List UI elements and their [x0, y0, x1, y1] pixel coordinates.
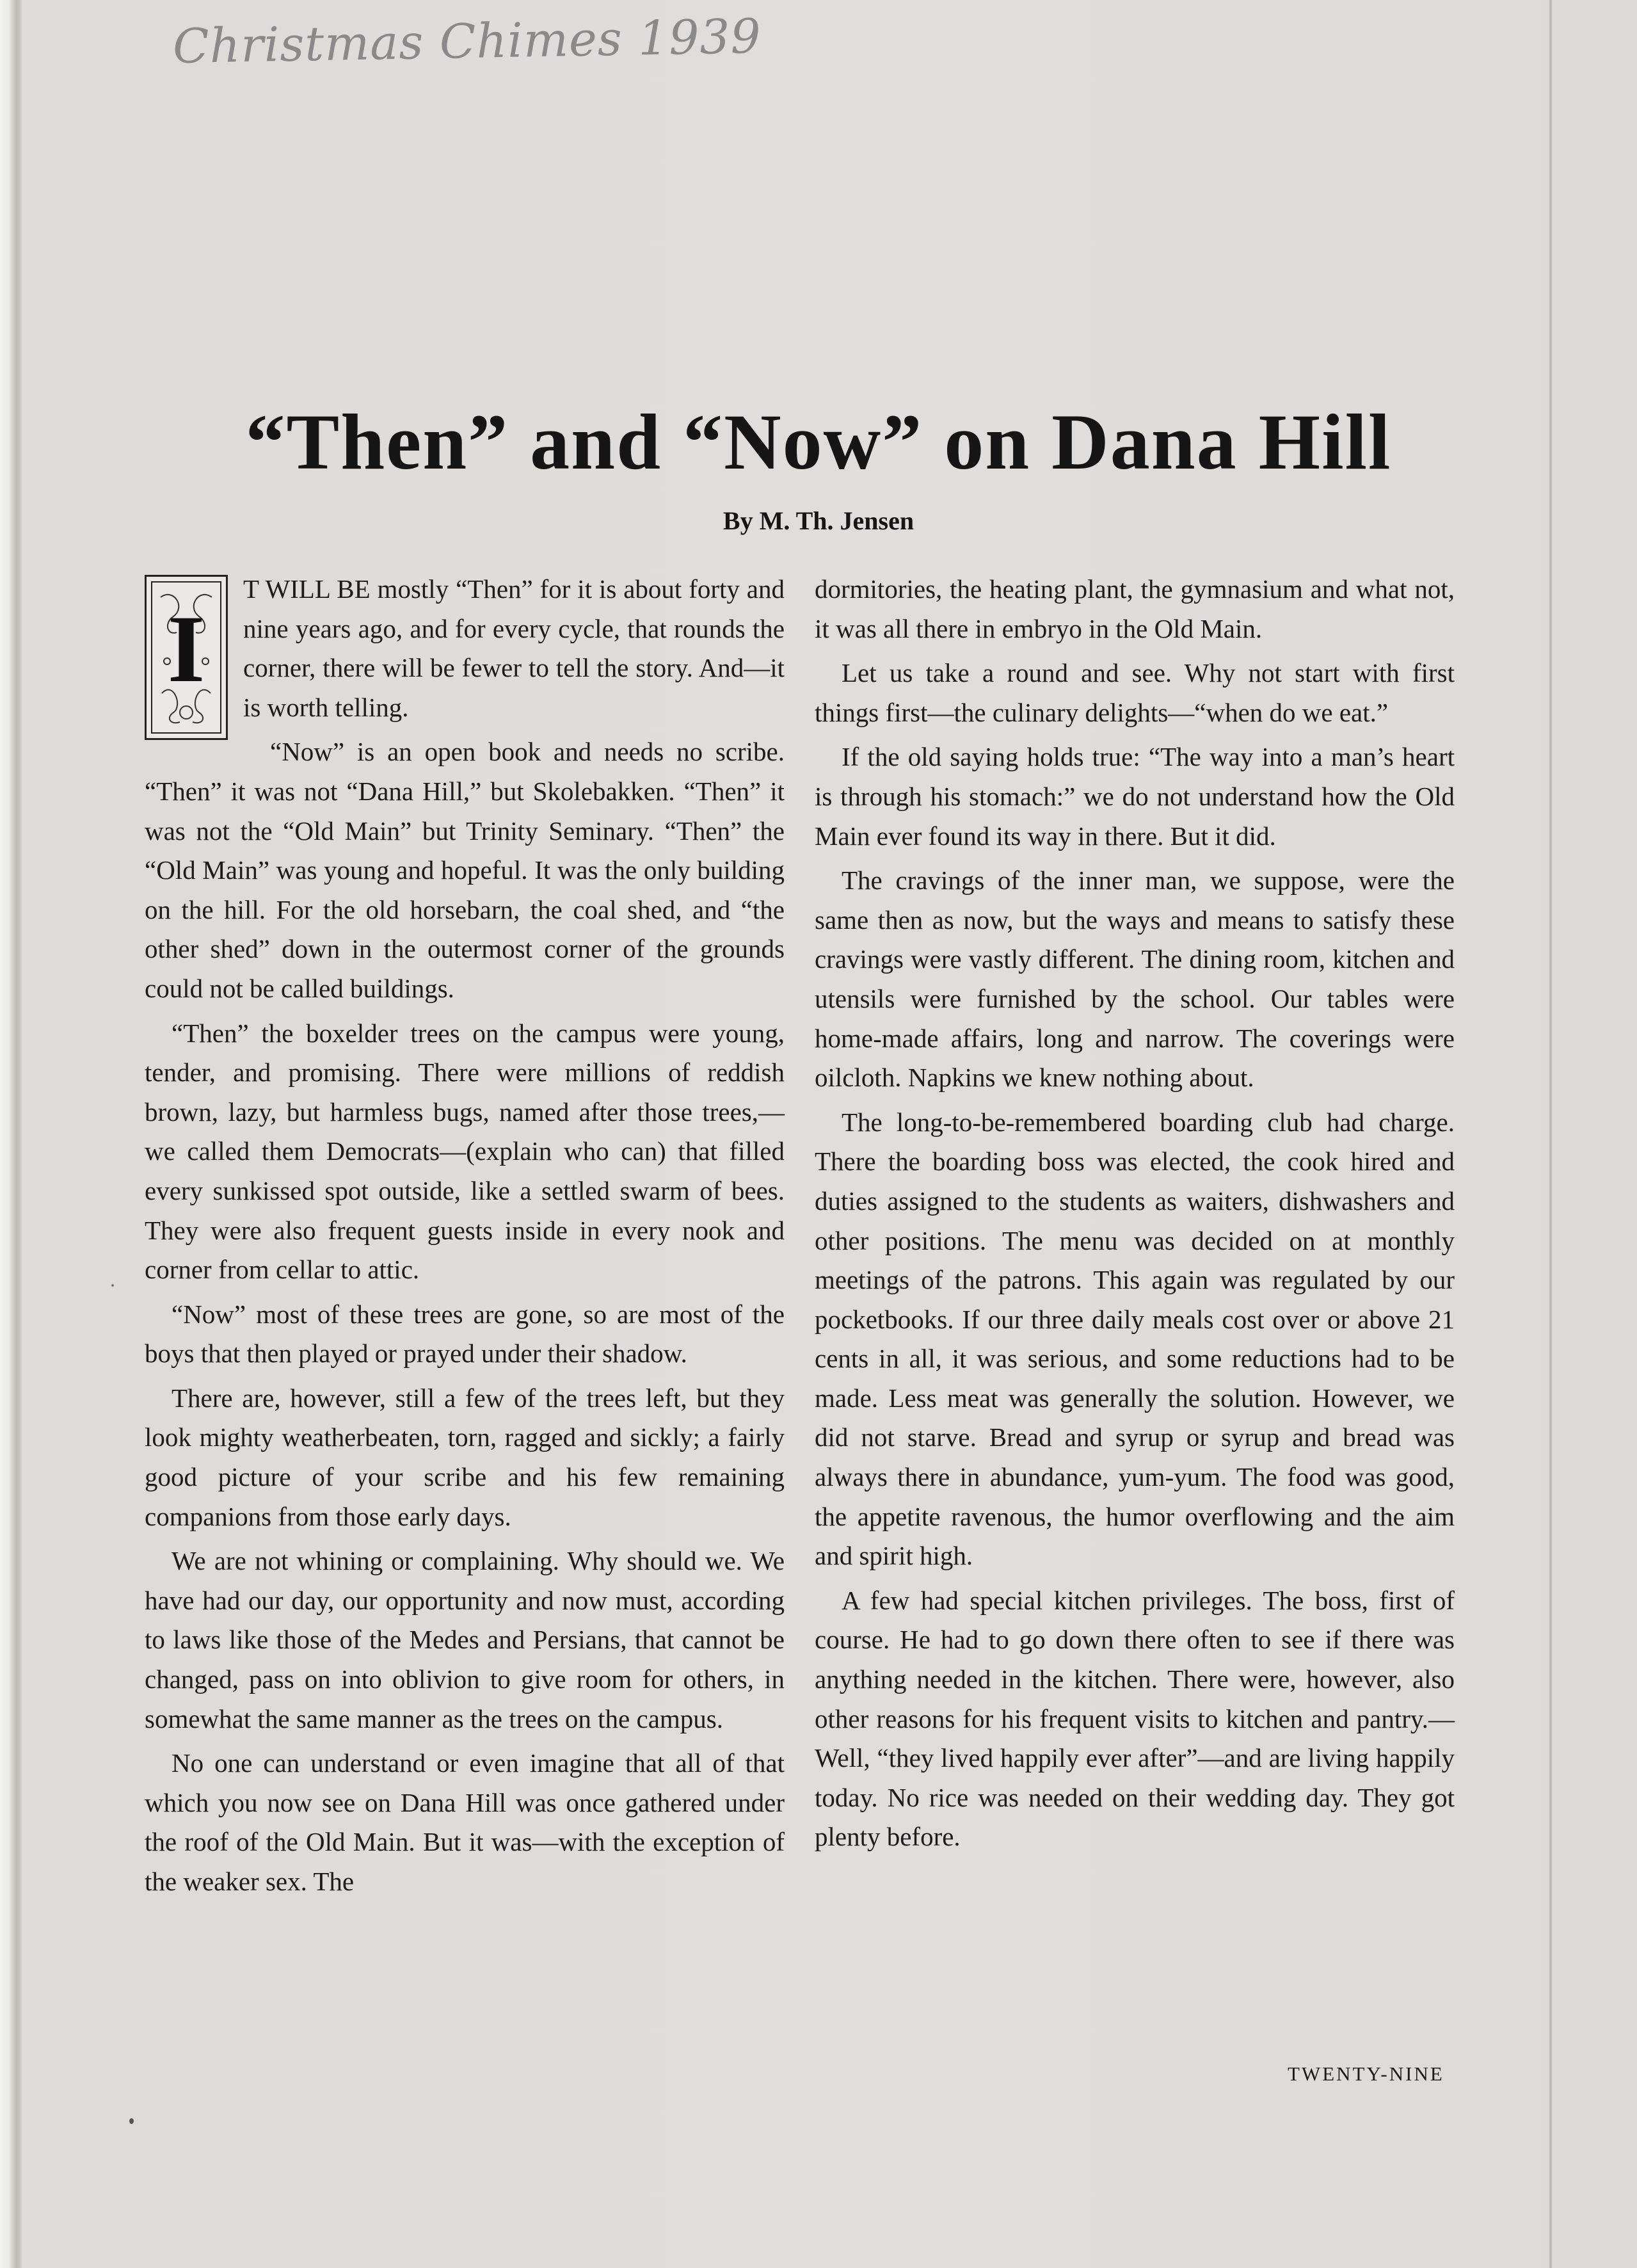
right-paragraph: Let us take a round and see. Why not start with first things first—the culinary delights—“when do we eat.” — [815, 658, 1455, 727]
right-paragraph: The long-to-be-remembered boarding club had charge. There the boarding boss was elected, the cook hired and duties assigned to the students as waiters, dishwashers and other positions. The menu was decided on at monthly meetings of the patrons. This again was regulated by our pocketbooks. If our three daily meals cost over or above 21 cents in all, it was serious, and some reductions had to be made. Less meat was generally the solution. However, we did not starve. Bread and syrup or syrup and bread was always there in abundance, yum-yum. The food was good, the appetite ravenous, the humor overflowing and the aim and spirit high. — [815, 1107, 1455, 1571]
page-number: TWENTY-NINE — [1288, 2063, 1444, 2085]
left-column — [145, 570, 785, 1907]
left-paragraph: “Then” the boxelder trees on the campus were young, tender, and promising. There were millions of reddish brown, lazy, but harmless bugs, named after those trees,—we called them Democrats—(explain who can) that filled every sunkissed spot outside, like a settled swarm of bees. They were also frequent guests inside in every nook and corner from cellar to attic. — [145, 1018, 785, 1285]
right-column — [815, 570, 1455, 1862]
left-paragraph: We are not whining or complaining. Why should we. We have had our day, our opportunity and now must, according to laws like those of the Medes and Persians, that cannot be changed, pass on into oblivion to give room for others, in somewhat the same manner as the trees on the campus. — [145, 1546, 785, 1733]
left-paragraph: There are, however, still a few of the trees left, but they look mighty weatherbeaten, torn, ragged and sickly; a fairly good picture of your scribe and his few remaining companions from those early days. — [145, 1383, 785, 1531]
right-paragraph: The cravings of the inner man, we suppose, were the same then as now, but the ways and means to satisfy these cravings were vastly different. The dining room, kitchen and utensils were furnished by the school. Our tables were home-made affairs, long and narrow. The coverings were oilcloth. Napkins we knew nothing about. — [815, 865, 1455, 1093]
ornamental-drop-cap — [145, 575, 228, 740]
left-paragraph: “Now” most of these trees are gone, so are most of the boys that then played or prayed under their shadow. — [145, 1299, 785, 1369]
handwritten-note: Christmas Chimes 1939 — [172, 8, 762, 75]
left-paragraph: “Now” is an open book and needs no scribe. “Then” it was not “Dana Hill,” but Skolebakken. “Then” it was not the “Old Main” but Trinity Seminary. “Then” the “Old Main” was young and hopeful. It was the only building on the hill. For the old horsebarn, the coal shed, and “the other shed” down in the outermost corner of the grounds could not be called buildings. — [145, 737, 785, 1003]
right-paragraph: dormitories, the heating plant, the gymnasium and what not, it was all there in embryo in the Old Main. — [815, 574, 1455, 643]
left-paragraph: T WILL BE mostly “Then” for it is about forty and nine years ago, and for every cycle, that rounds the corner, there will be fewer to tell the story. And—it is worth telling. — [243, 574, 785, 722]
left-paragraph: No one can understand or even imagine that all of that which you now see on Dana Hill was once gathered under the roof of the Old Main. But it was—with the exception of the weaker sex. The — [145, 1748, 785, 1896]
article-title: “Then” and “Now” on Dana Hill — [245, 398, 1392, 486]
ink-speck — [129, 2118, 134, 2124]
drop-cap-letter: I — [167, 596, 205, 702]
right-paragraph: A few had special kitchen privileges. The boss, first of course. He had to go down there often to see if there was anything needed in the kitchen. There were, however, also other reasons for his frequent visits to kitchen and pantry.—Well, “they lived happily ever after”—and are living happily today. No rice was needed on their wedding day. They got plenty before. — [815, 1585, 1455, 1852]
ink-speck — [111, 1284, 114, 1287]
right-paragraph: If the old saying holds true: “The way into a man’s heart is through his stomach:” we do not understand how the Old Main ever found its way in there. But it did. — [815, 742, 1455, 851]
article-byline: By M. Th. Jensen — [723, 506, 914, 535]
page-fold-line — [1549, 0, 1553, 2268]
page-left-edge — [0, 0, 22, 2268]
